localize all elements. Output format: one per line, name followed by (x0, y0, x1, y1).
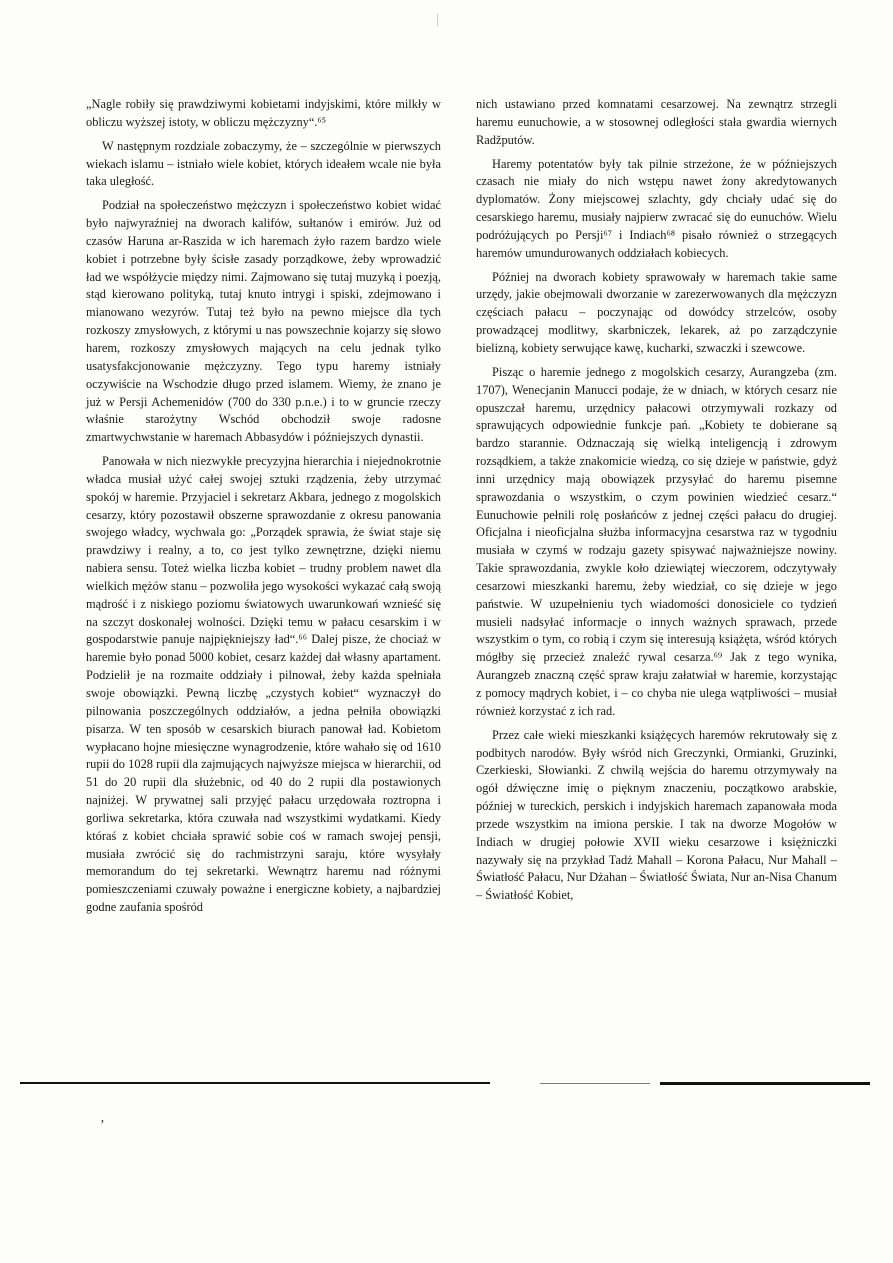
scan-artifact-mark (437, 14, 438, 26)
stray-ink-mark: ’ (100, 1118, 105, 1133)
paragraph: Pisząc o haremie jednego z mogolskich cesarzy, Aurangzeba (zm. 1707), Wenecjanin Manucci podaje, że w dniach, w których cesarz nie opuszczał haremu, urzędnicy pałacowi otrzymywali rozkazy od sprawujących odpowiednie funkcje pań. „Kobiety te dobierane są bardzo starannie. Odznaczają się wielką inteligencją i zdrowym rozsądkiem, a także znakomicie wiedzą, co się dzieje w państwie, gdyż inni urzędnicy mają obowiązek przysyłać do haremu pisemne sprawozdania o wszystkim, o czym powinien wiedzieć cesarz.“ Eunuchowie pełnili rolę posłańców z jednej części pałacu do drugiej. Oficjalna i nieoficjalna służba informacyjna cesarstwa raz w tygodniu musiała w czymś w rodzaju gazety spisywać najważniejsze nowiny. Takie sprawozdania, zwykle koło dziewiątej wieczorem, odczytywały cesarzowi mieszkanki haremu, żeby wiedział, co się dzieje w jego państwie. W uzupełnieniu tych wiadomości donosiciele co tydzień musieli nadsyłać informacje o innych ważnych sprawach, przede wszystkim o tym, co robią i czym się interesują książęta, wśród których mógłby się przecież znaleźć rywal cesarza.⁶⁹ Jak z tego wynika, Aurangzeb znaczną część spraw kraju załatwiał w haremie, korzystając z pomocy mądrych kobiet, i – co chyba nie ulega wątpliwości – musiał również korzystać z ich rad. (476, 364, 837, 718)
paragraph: Haremy potentatów były tak pilnie strzeżone, że w późniejszych czasach nie miały do nich wstępu nawet żony akredytowanych dyplomatów. Żony miejscowej szlachty, gdy chciały udać się do cesarskiego haremu, musiały najpierw zwracać się do eunuchów. Wielu podróżujących po Persji⁶⁷ i Indiach⁶⁸ pisało również o strzegących haremów umundurowanych oddziałach kobiecych. (476, 156, 837, 260)
left-text-column (86, 96, 441, 923)
paragraph: Podział na społeczeństwo mężczyzn i społeczeństwo kobiet widać było najwyraźniej na dworach kalifów, sułtanów i emirów. Już od czasów Haruna ar-Raszida w ich haremach żyło razem bardzo wiele kobiet i potrzebne były ścisłe zasady porządkowe, żeby wprowadzić ład we współżycie między nimi. Zajmowano się tutaj muzyką i poezją, stąd kierowano polityką, tutaj knuto intrygi i spiski, zdejmowano i mianowano wezyrów. Tutaj też było na pewno miejsce dla tych rozkoszy zmysłowych, z którymi u nas powszechnie kojarzy się słowo harem, rozkoszy zmysłowych mających na celu jednak tylko usatysfakcjonowanie mężczyzny. Tego typu haremy istniały oczywiście na Wschodzie długo przed islamem. Wiemy, że znano je już w Persji Achemenidów (700 do 330 p.n.e.) i to w gruncie rzeczy właśnie starożytny Wschód obchodził swoje radosne zmartwychwstanie w haremach Abbasydów i późniejszych dynastii. (86, 198, 441, 445)
right-text-column (476, 96, 837, 911)
paragraph: Przez całe wieki mieszkanki książęcych haremów rekrutowały się z podbitych narodów. Były wśród nich Greczynki, Ormianki, Gruzinki, Czerkieski, Słowianki. Z chwilą wejścia do haremu otrzymywały na ogół dźwięczne imię o pięknym znaczeniu, początkowo arabskie, później w tureckich, perskich i indyjskich haremach zapanowała moda przede wszystkim na imiona perskie. I tak na dworze Mogołów w Indiach w drugiej połowie XVII wieku cesarzowe i księżniczki nazywały się na przykład Tadż Mahall – Korona Pałacu, Nur Mahall – Światłość Pałacu, Nur Dżahan – Światłość Świata, Nur an-Nisa Chanum – Światłość Kobiet, (476, 727, 837, 903)
paragraph: W następnym rozdziale zobaczymy, że – szczególnie w pierwszych wiekach islamu – istniało wiele kobiet, których ideałem wcale nie była taka uległość. (86, 138, 441, 189)
footer-rule-right (660, 1082, 870, 1085)
footer-rule-middle (540, 1083, 650, 1084)
footer-rule-left (20, 1082, 490, 1084)
paragraph: Panowała w nich niezwykłe precyzyjna hierarchia i niejednokrotnie władca musiał użyć całej swojej sztuki rządzenia, żeby utrzymać spokój w haremie. Przyjaciel i sekretarz Akbara, jednego z mogolskich cesarzy, który pozostawił obszerne sprawozdanie z okresu panowania swojego władcy, wychwala go: „Porządek sprawia, że świat staje się prawdziwy i realny, a to, co jest tylko zewnętrzne, dzięki niemu nabiera sensu. Toteż wielka liczba kobiet – trudny problem nawet dla wielkich mężów stanu – pozwoliła jego wysokości wykazać całą swoją mądrość i z niskiego poziomu światowych uwarunkowań wznieść się na szczyt doskonałej wolności. Dzięki temu w pałacu cesarskim i w gospodarstwie panuje najpiękniejszy ład“.⁶⁶ Dalej pisze, że chociaż w haremie było ponad 5000 kobiet, cesarz każdej dał własny apartament. Podzielił je na rozmaite oddziały i pilnował, żeby każda spełniała swoje obowiązki. Pewną liczbę „czystych kobiet“ wyznaczył do pilnowania poszczególnych oddziałów, a jedna pełniła obowiązki pisarza. W ten sposób w cesarskich biurach panował ład. Kobietom wypłacano hojne miesięczne wynagrodzenie, które wahało się od 1610 rupii do 1028 rupii dla zajmujących najwyższe miejsca w hierarchii, od 51 do 20 rupii dla służebnic, od 40 do 2 rupii dla postawionych najniżej. W prywatnej sali przyjęć pałacu urzędowała roztropna i gorliwa sekretarka, która czuwała nad wszystkimi wydatkami. Kiedy któraś z kobiet chciała sprawić sobie coś w ramach swojej pensji, musiała zwrócić się do rachmistrzyni saraju, które wysyłały memorandum do tej sekretarki. Wewnątrz haremu nad różnymi pomieszczeniami czuwały poważne i energiczne kobiety, a najbardziej godne zaufania spośród (86, 454, 441, 915)
paragraph: Później na dworach kobiety sprawowały w haremach takie same urzędy, jakie obejmowali dworzanie w zarezerwowanych dla mężczyzn częściach pałacu – poczynając od dowódcy strzelców, osoby prowadzącej modlitwy, skarbniczek, lekarek, aż po zarządczynie bielizną, kobiety serwujące kawę, kucharki, szwaczki i szewcowe. (476, 269, 837, 355)
paragraph: „Nagle robiły się prawdziwymi kobietami indyjskimi, które milkły w obliczu wyższej istoty, w obliczu mężczyzny“.⁶⁵ (86, 97, 441, 129)
paragraph: nich ustawiano przed komnatami cesarzowej. Na zewnątrz strzegli haremu eunuchowie, a w stosownej odległości stała gwardia wiernych Radžputów. (476, 97, 837, 147)
